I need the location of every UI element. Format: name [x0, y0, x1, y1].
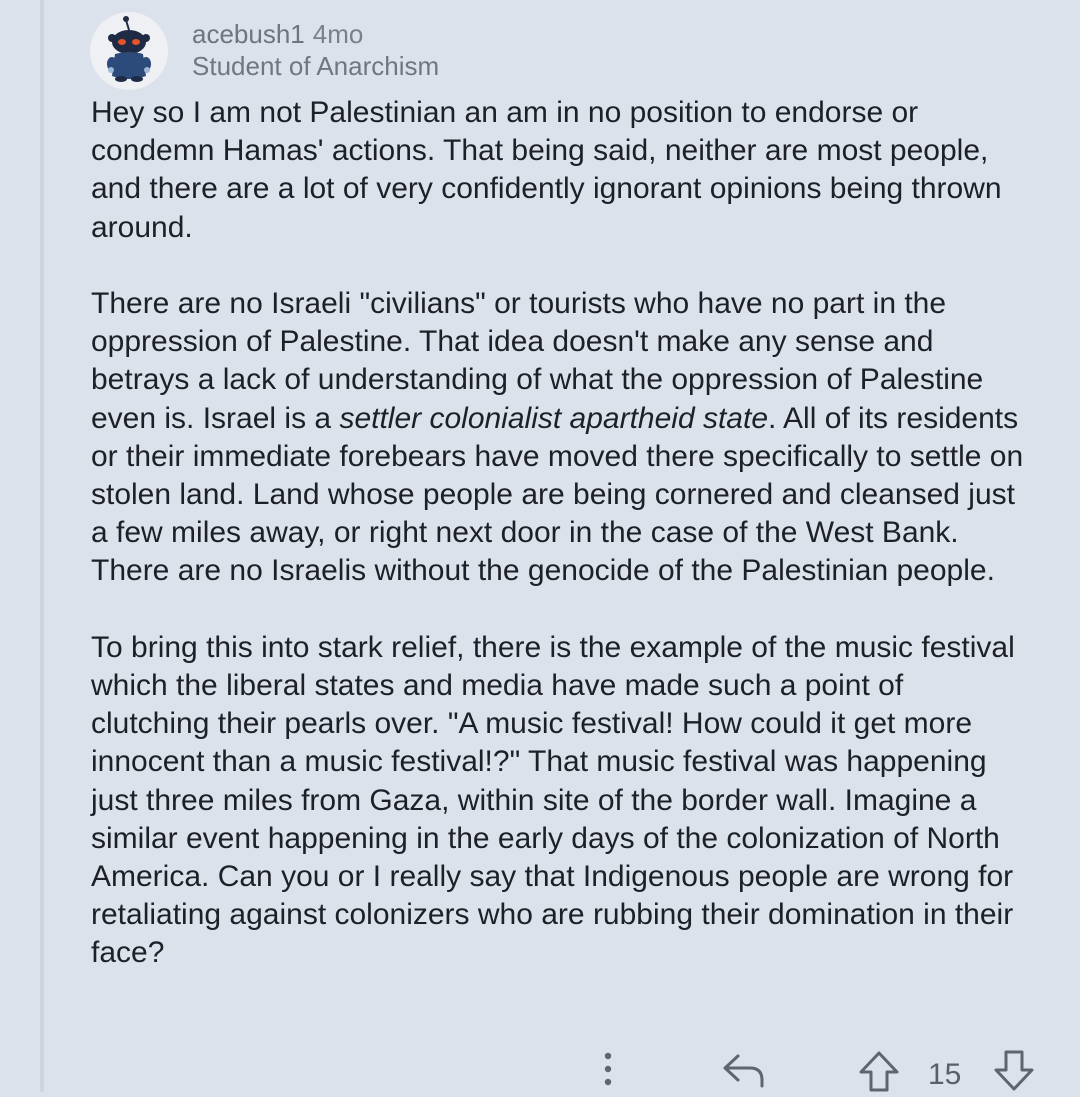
more-vertical-icon	[598, 1050, 618, 1090]
reply-button[interactable]	[720, 1052, 766, 1093]
more-options-button[interactable]	[598, 1050, 618, 1095]
paragraph-text: There are no Israeli "civilians" or tourists who have no part in the oppression of Palestine. That idea doesn't make any sense and betrays a lack of understanding of what the oppression of Palestine even is. Israel is a	[91, 287, 984, 435]
upvote-button[interactable]	[857, 1050, 901, 1097]
downvote-arrow-icon	[992, 1050, 1036, 1092]
user-avatar[interactable]	[90, 12, 168, 90]
emphasized-text: settler colonialist apartheid state	[339, 401, 769, 435]
downvote-button[interactable]	[992, 1050, 1036, 1097]
username-link[interactable]: acebush1	[192, 19, 305, 49]
upvote-arrow-icon	[857, 1050, 901, 1092]
comment-paragraph	[91, 285, 1026, 591]
user-flair: Student of Anarchism	[192, 51, 440, 81]
comment-actions	[580, 1040, 1060, 1092]
reply-icon	[720, 1052, 766, 1088]
paragraph-text: . All of its residents or their immediate forebears have moved there specifically to settle on stolen land. Land whose people are being cornered and cleansed just a few miles away, or right next door in the case of the West Bank. There are no Israelis without the genocide of the Palestinian people.	[91, 401, 1024, 588]
comment-body	[91, 94, 1026, 1011]
vote-score: 15	[928, 1058, 962, 1091]
comment-paragraph: To bring this into stark relief, there is the example of the music festival which the liberal states and media have made such a point of clutching their pearls over. "A music festival! How could it get more innocent than a music festival!?" That music festival was happening just three miles from Gaza, within site of the border wall. Imagine a similar event happening in the early days of the colonization of North America. Can you or I really say that Indigenous people are wrong for retaliating against colonizers who are rubbing their domination in their face?	[91, 630, 1015, 970]
thread-line	[40, 0, 44, 1092]
comment-age: 4mo	[312, 19, 364, 49]
comment-paragraph: Hey so I am not Palestinian an am in no position to endorse or condemn Hamas' actions. That being said, neither are most people, and there are a lot of very confidently ignorant opinions being thrown around.	[91, 96, 1002, 244]
comment-meta	[192, 18, 439, 82]
snoo-avatar-icon	[90, 12, 168, 90]
